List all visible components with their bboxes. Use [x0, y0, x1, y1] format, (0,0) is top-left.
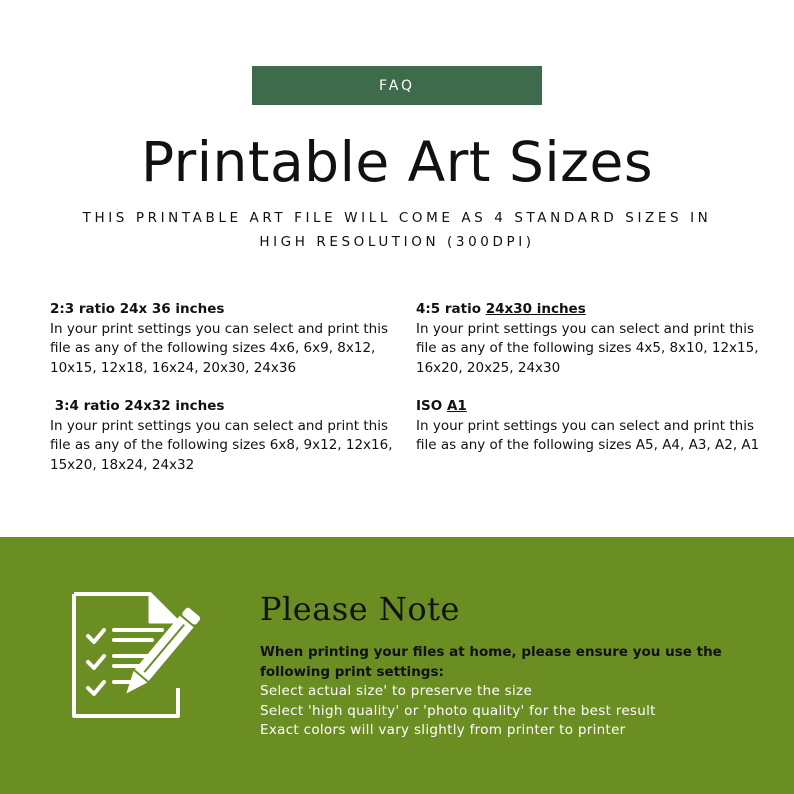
faq-badge: [252, 66, 542, 105]
size-heading-text: 3:4 ratio 24x32 inches: [50, 398, 225, 414]
size-heading-text: 4:5 ratio: [416, 301, 486, 317]
size-heading: [50, 397, 400, 417]
note-line: Select 'high quality' or 'photo quality' for the best result: [260, 702, 656, 719]
size-heading-underlined: 24x30 inches: [485, 301, 586, 317]
note-line: Exact colors will vary slightly from printer to printer: [260, 722, 626, 738]
size-heading-text: ISO: [416, 398, 447, 414]
note-line: Select actual size' to preserve the size: [260, 683, 533, 699]
size-heading-text: 2:3 ratio 24x 36 inches: [50, 301, 225, 317]
checklist-pencil-icon: [70, 590, 230, 720]
size-block-3-4: [50, 397, 400, 475]
size-description: In your print settings you can select and print this file as any of the following sizes A5, A4, A3, A2, A1: [416, 417, 760, 453]
page-title: Printable Art Sizes: [140, 130, 654, 194]
size-description: In your print settings you can select and print this file as any of the following sizes 4x6, 6x9, 8x12, 10x15, 12x18, 16x24, 20x30, 24x36: [50, 320, 388, 376]
size-heading: [50, 300, 400, 320]
note-body: [260, 643, 760, 741]
size-block-2-3: [50, 300, 400, 378]
size-heading: [416, 300, 761, 320]
size-heading-underlined: A1: [446, 398, 467, 414]
size-block-iso: [416, 397, 761, 456]
size-heading: [416, 397, 761, 417]
page-subtitle: THIS PRINTABLE ART FILE WILL COME AS 4 STANDARD SIZES IN HIGH RESOLUTION (300DPI): [82, 210, 712, 250]
faq-badge-label: FAQ: [378, 77, 416, 94]
note-intro: When printing your files at home, please ensure you use the following print settings:: [260, 644, 722, 680]
size-description: In your print settings you can select and print this file as any of the following sizes 4x5, 8x10, 12x15, 16x20, 20x25, 24x30: [416, 320, 759, 376]
size-block-4-5: [416, 300, 761, 378]
size-description: In your print settings you can select and print this file as any of the following sizes 6x8, 9x12, 12x16, 15x20, 18x24, 24x32: [50, 417, 393, 473]
note-title: Please Note: [260, 590, 460, 628]
